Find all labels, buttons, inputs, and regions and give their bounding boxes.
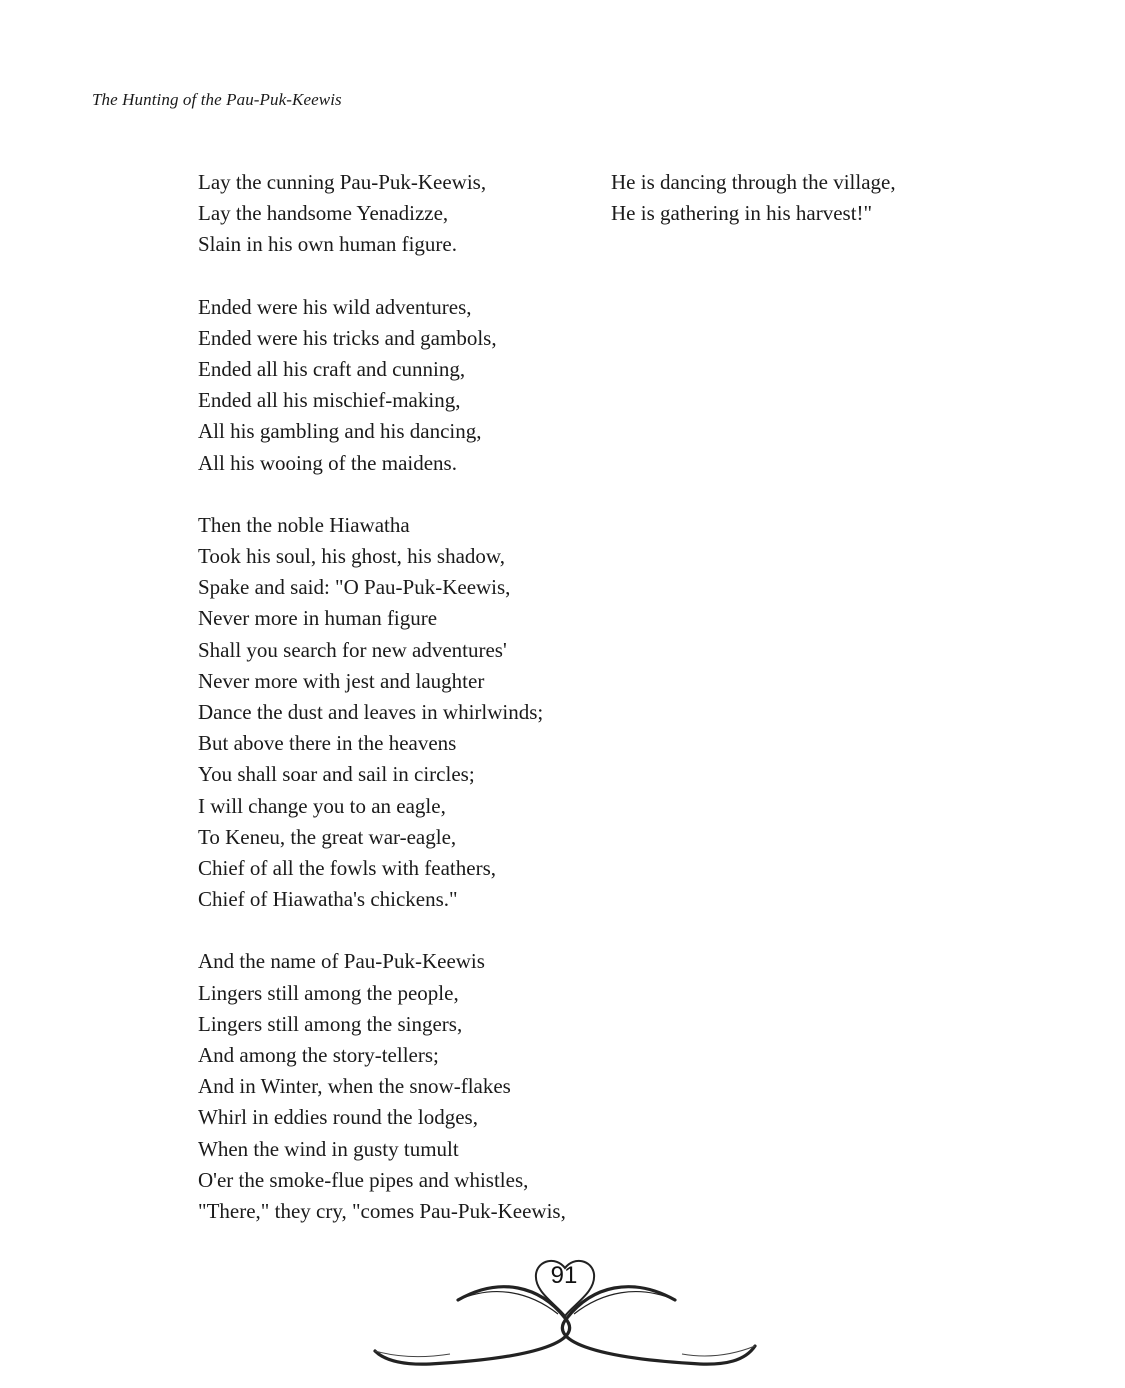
poem-line: He is gathering in his harvest!" xyxy=(611,201,873,226)
poem-line: Ended were his wild adventures, xyxy=(198,294,472,319)
poem-line: Chief of all the fowls with feathers, xyxy=(198,856,496,881)
poem-line: You shall soar and sail in circles; xyxy=(198,762,475,787)
poem-line: Took his soul, his ghost, his shadow, xyxy=(198,544,505,569)
stanza xyxy=(198,510,588,916)
poem-column-right xyxy=(611,167,971,260)
poem-line: And among the story-tellers; xyxy=(198,1043,439,1068)
poem-line: Then the noble Hiawatha xyxy=(198,512,410,537)
poem-line: Dance the dust and leaves in whirlwinds; xyxy=(198,700,544,725)
poem-line: And in Winter, when the snow-flakes xyxy=(198,1074,511,1099)
stanza xyxy=(198,292,588,479)
poem-line: All his wooing of the maidens. xyxy=(198,450,457,475)
poem-line: Lingers still among the singers, xyxy=(198,1011,463,1036)
running-header: The Hunting of the Pau-Puk-Keewis xyxy=(92,90,342,109)
poem-line: Chief of Hiawatha's chickens." xyxy=(198,887,458,912)
poem-line: All his gambling and his dancing, xyxy=(198,419,482,444)
poem-line: "There," they cry, "comes Pau-Puk-Keewis, xyxy=(198,1199,566,1224)
poem-line: Never more in human figure xyxy=(198,606,438,631)
poem-line: Lay the handsome Yenadizze, xyxy=(198,201,449,226)
stanza xyxy=(198,946,588,1227)
poem-line: Ended were his tricks and gambols, xyxy=(198,325,497,350)
poem-line: And the name of Pau-Puk-Keewis xyxy=(198,949,485,974)
poem-line: When the wind in gusty tumult xyxy=(198,1136,459,1161)
poem-line: O'er the smoke-flue pipes and whistles, xyxy=(198,1167,529,1192)
poem-line: Never more with jest and laughter xyxy=(198,668,485,693)
poem-line: I will change you to an eagle, xyxy=(198,793,446,818)
poem-line: Lingers still among the people, xyxy=(198,980,459,1005)
poem-line: Whirl in eddies round the lodges, xyxy=(198,1105,478,1130)
poem-line: Ended all his mischief-making, xyxy=(198,388,461,413)
poem-line: To Keneu, the great war-eagle, xyxy=(198,824,457,849)
poem-line: Ended all his craft and cunning, xyxy=(198,357,466,382)
page-number: 91 xyxy=(550,1262,578,1289)
poem-line: Shall you search for new adventures' xyxy=(198,637,507,662)
poem-column-left xyxy=(198,167,588,1258)
poem-line: But above there in the heavens xyxy=(198,731,457,756)
poem-line: Lay the cunning Pau-Puk-Keewis, xyxy=(198,170,487,194)
poem-line: Spake and said: "O Pau-Puk-Keewis, xyxy=(198,575,511,600)
stanza xyxy=(611,167,971,229)
stanza xyxy=(198,167,588,261)
poem-line: Slain in his own human figure. xyxy=(198,232,457,257)
poem-line: He is dancing through the village, xyxy=(611,170,896,194)
